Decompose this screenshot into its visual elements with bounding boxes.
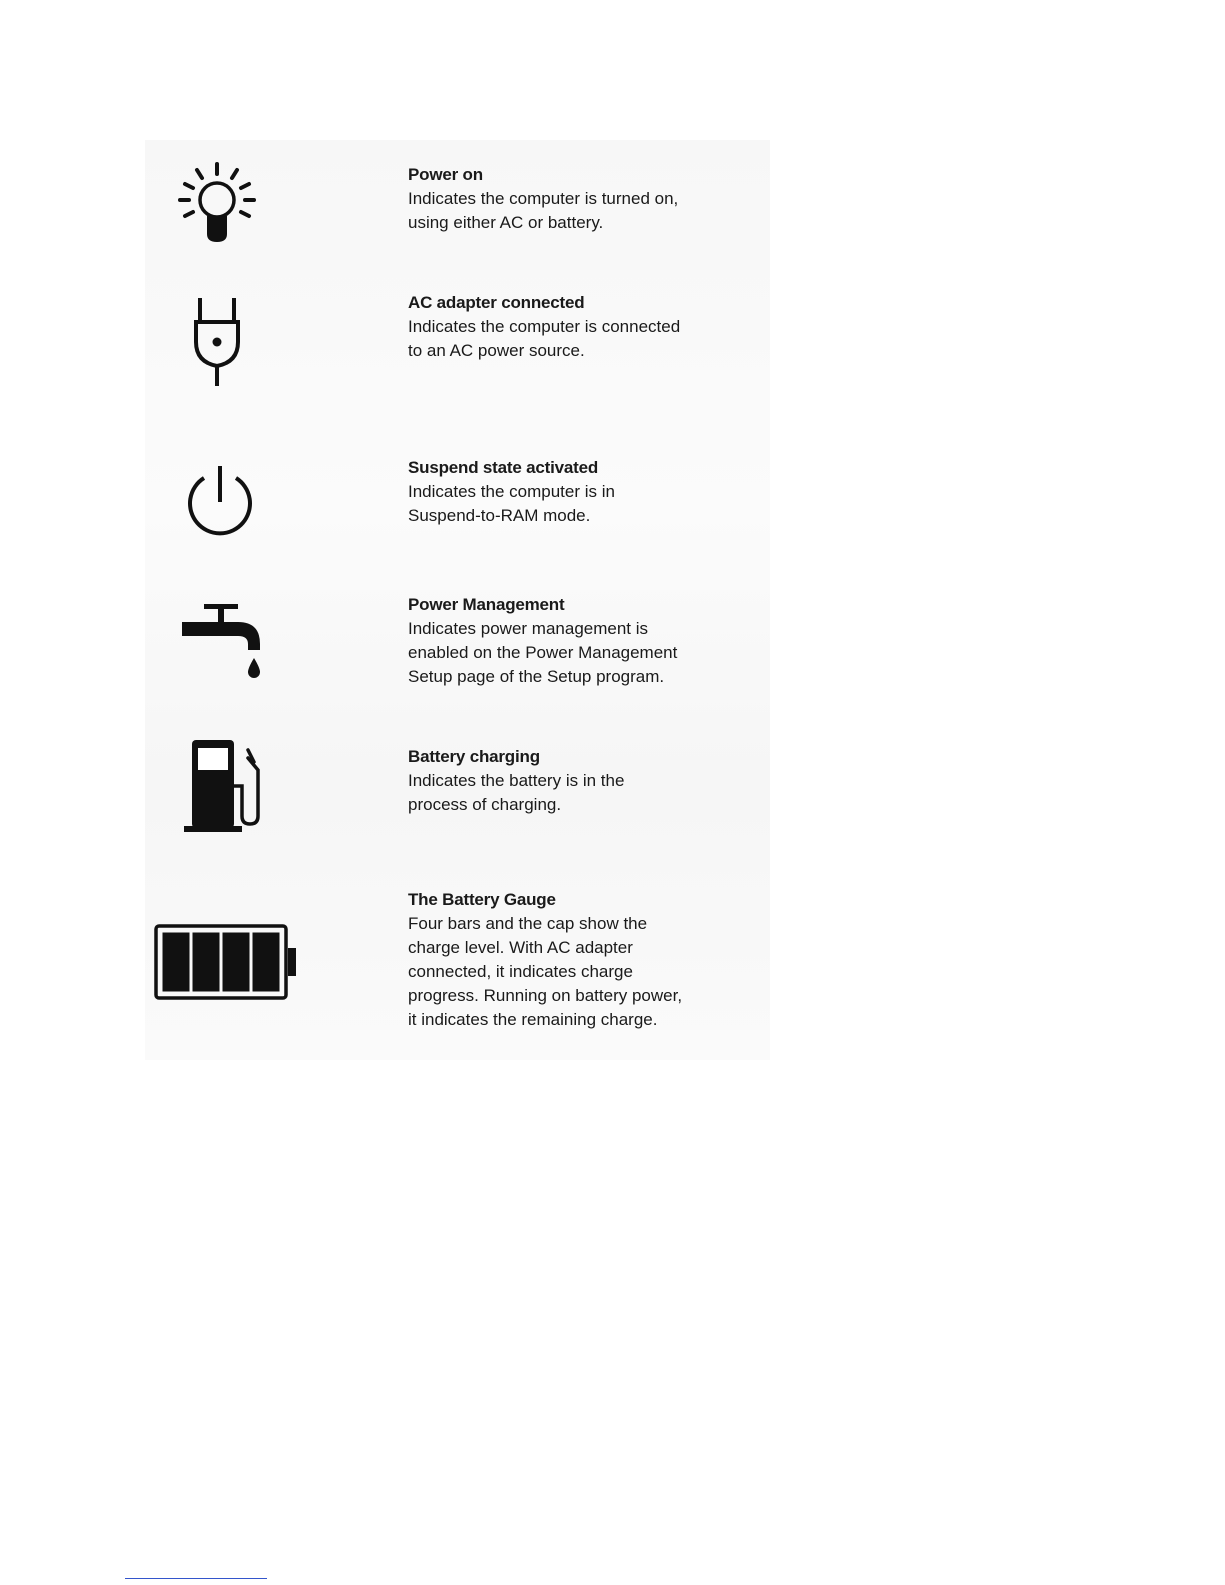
battery-gauge-bar	[163, 933, 189, 991]
indicator-title: Suspend state activated	[408, 458, 599, 477]
battery-gauge-bar	[193, 933, 219, 991]
footer-rule	[125, 1578, 267, 1579]
battery-gauge-icon	[154, 924, 300, 1002]
indicator-title: The Battery Gauge	[408, 890, 556, 909]
plug-icon	[188, 296, 248, 388]
indicator-description: Indicates the computer is in Suspend-to-RAM mode.	[408, 482, 615, 525]
lightbulb-icon	[175, 160, 260, 250]
indicator-description: Four bars and the cap show the charge level. With AC adapter connected, it indicates charge progress. Running on battery power, it indicates the remaining charge.	[408, 914, 683, 1029]
indicator-title: Power on	[408, 165, 483, 184]
battery-gauge-bars	[163, 933, 279, 991]
battery-gauge-bar	[223, 933, 249, 991]
indicator-description: Indicates power management is enabled on the Power Management Setup page of the Setup program.	[408, 619, 678, 686]
power-symbol-icon	[180, 460, 260, 540]
battery-gauge-bar	[253, 933, 279, 991]
indicator-title: Power Management	[408, 595, 565, 614]
fuel-pump-icon	[182, 736, 264, 836]
indicator-description: Indicates the computer is connected to an AC power source.	[408, 317, 681, 360]
indicator-title: Battery charging	[408, 747, 540, 766]
faucet-icon	[176, 600, 268, 682]
indicator-description: Indicates the computer is turned on, using either AC or battery.	[408, 189, 679, 232]
indicator-description: Indicates the battery is in the process of charging.	[408, 771, 625, 814]
indicator-title: AC adapter connected	[408, 293, 585, 312]
